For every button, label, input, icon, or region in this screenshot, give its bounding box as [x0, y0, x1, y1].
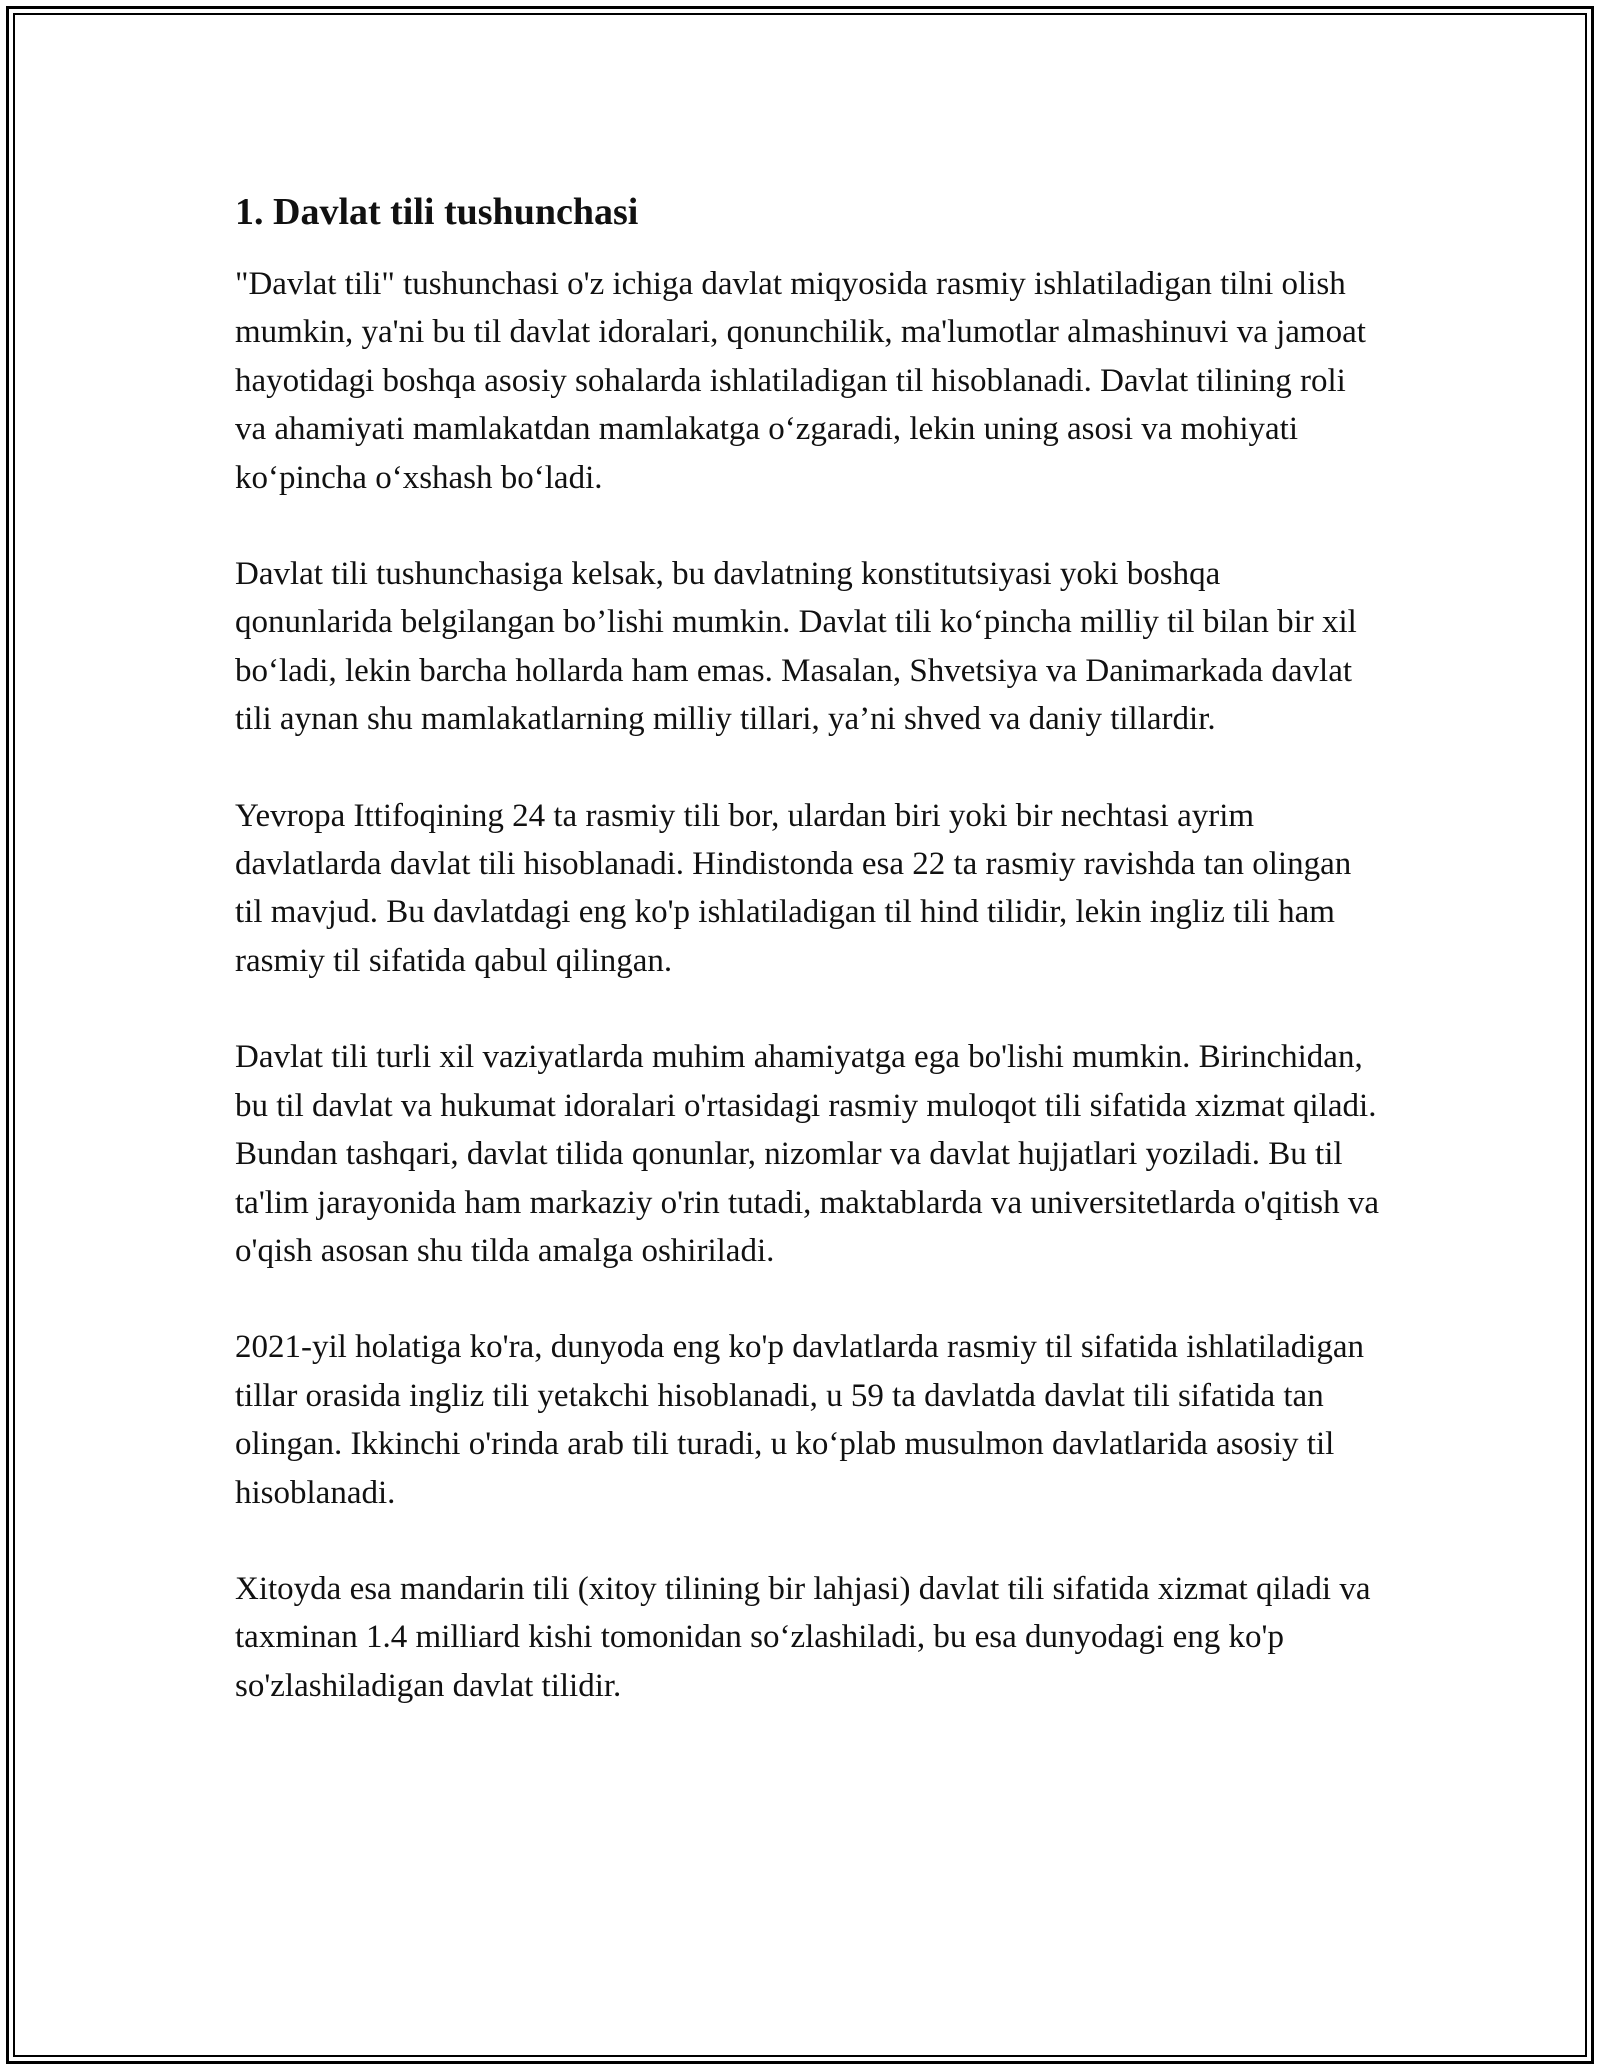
paragraph-3: Yevropa Ittifoqining 24 ta rasmiy tili bor, ulardan biri yoki bir nechtasi ayrim davlatlarda davlat tili hisoblanadi. Hindistonda esa 22 ta rasmiy ravishda tan olingan til mavjud. Bu davlatdagi eng ko'p ishlatiladigan til hind tilidir, lekin ingliz tili ham rasmiy til sifatida qabul qilingan. — [235, 797, 1352, 979]
paragraph-6: Xitoyda esa mandarin tili (xitoy tilining bir lahjasi) davlat tili sifatida xizmat qiladi va taxminan 1.4 milliard kishi tomonidan soʻzlashiladi, bu esa dunyodagi eng ko'p so'zlashiladigan davlat tilidir. — [235, 1570, 1371, 1704]
paragraph-1: "Davlat tili" tushunchasi o'z ichiga davlat miqyosida rasmiy ishlatiladigan tilni olish mumkin, ya'ni bu til davlat idoralari, qonunchilik, ma'lumotlar almashinuvi va jamoat hayotidagi boshqa asosiy sohalarda ishlatiladigan til hisoblanadi. Davlat tilining roli va ahamiyati mamlakatdan mamlakatga oʻzgaradi, lekin uning asosi va mohiyati koʻpincha oʻxshash boʻladi. — [235, 266, 1366, 496]
section-title: 1. Davlat tili tushunchasi — [235, 191, 639, 233]
paragraph-5: 2021-yil holatiga ko'ra, dunyoda eng ko'p davlatlarda rasmiy til sifatida ishlatiladigan tillar orasida ingliz tili yetakchi hisoblanadi, u 59 ta davlatda davlat tili sifatida tan olingan. Ikkinchi o'rinda arab tili turadi, u koʻplab musulmon davlatlarida asosiy til hisoblanadi. — [235, 1329, 1365, 1511]
paragraph-2: Davlat tili tushunchasiga kelsak, bu davlatning konstitutsiyasi yoki boshqa qonunlarida belgilangan bo’lishi mumkin. Davlat tili koʻpincha milliy til bilan bir xil boʻladi, lekin barcha hollarda ham emas. Masalan, Shvetsiya va Danimarkada davlat tili aynan shu mamlakatlarning milliy tillari, ya’ni shved va daniy tillardir. — [235, 556, 1357, 738]
document-body — [235, 188, 1385, 1758]
paragraph-4: Davlat tili turli xil vaziyatlarda muhim ahamiyatga ega bo'lishi mumkin. Birinchidan, bu til davlat va hukumat idoralari o'rtasidagi rasmiy muloqot tili sifatida xizmat qiladi. Bundan tashqari, davlat tilida qonunlar, nizomlar va davlat hujjatlari yoziladi. Bu til ta'lim jarayonida ham markaziy o'rin tutadi, maktablarda va universitetlarda o'qitish va o'qish asosan shu tilda amalga oshiriladi. — [235, 1039, 1380, 1269]
